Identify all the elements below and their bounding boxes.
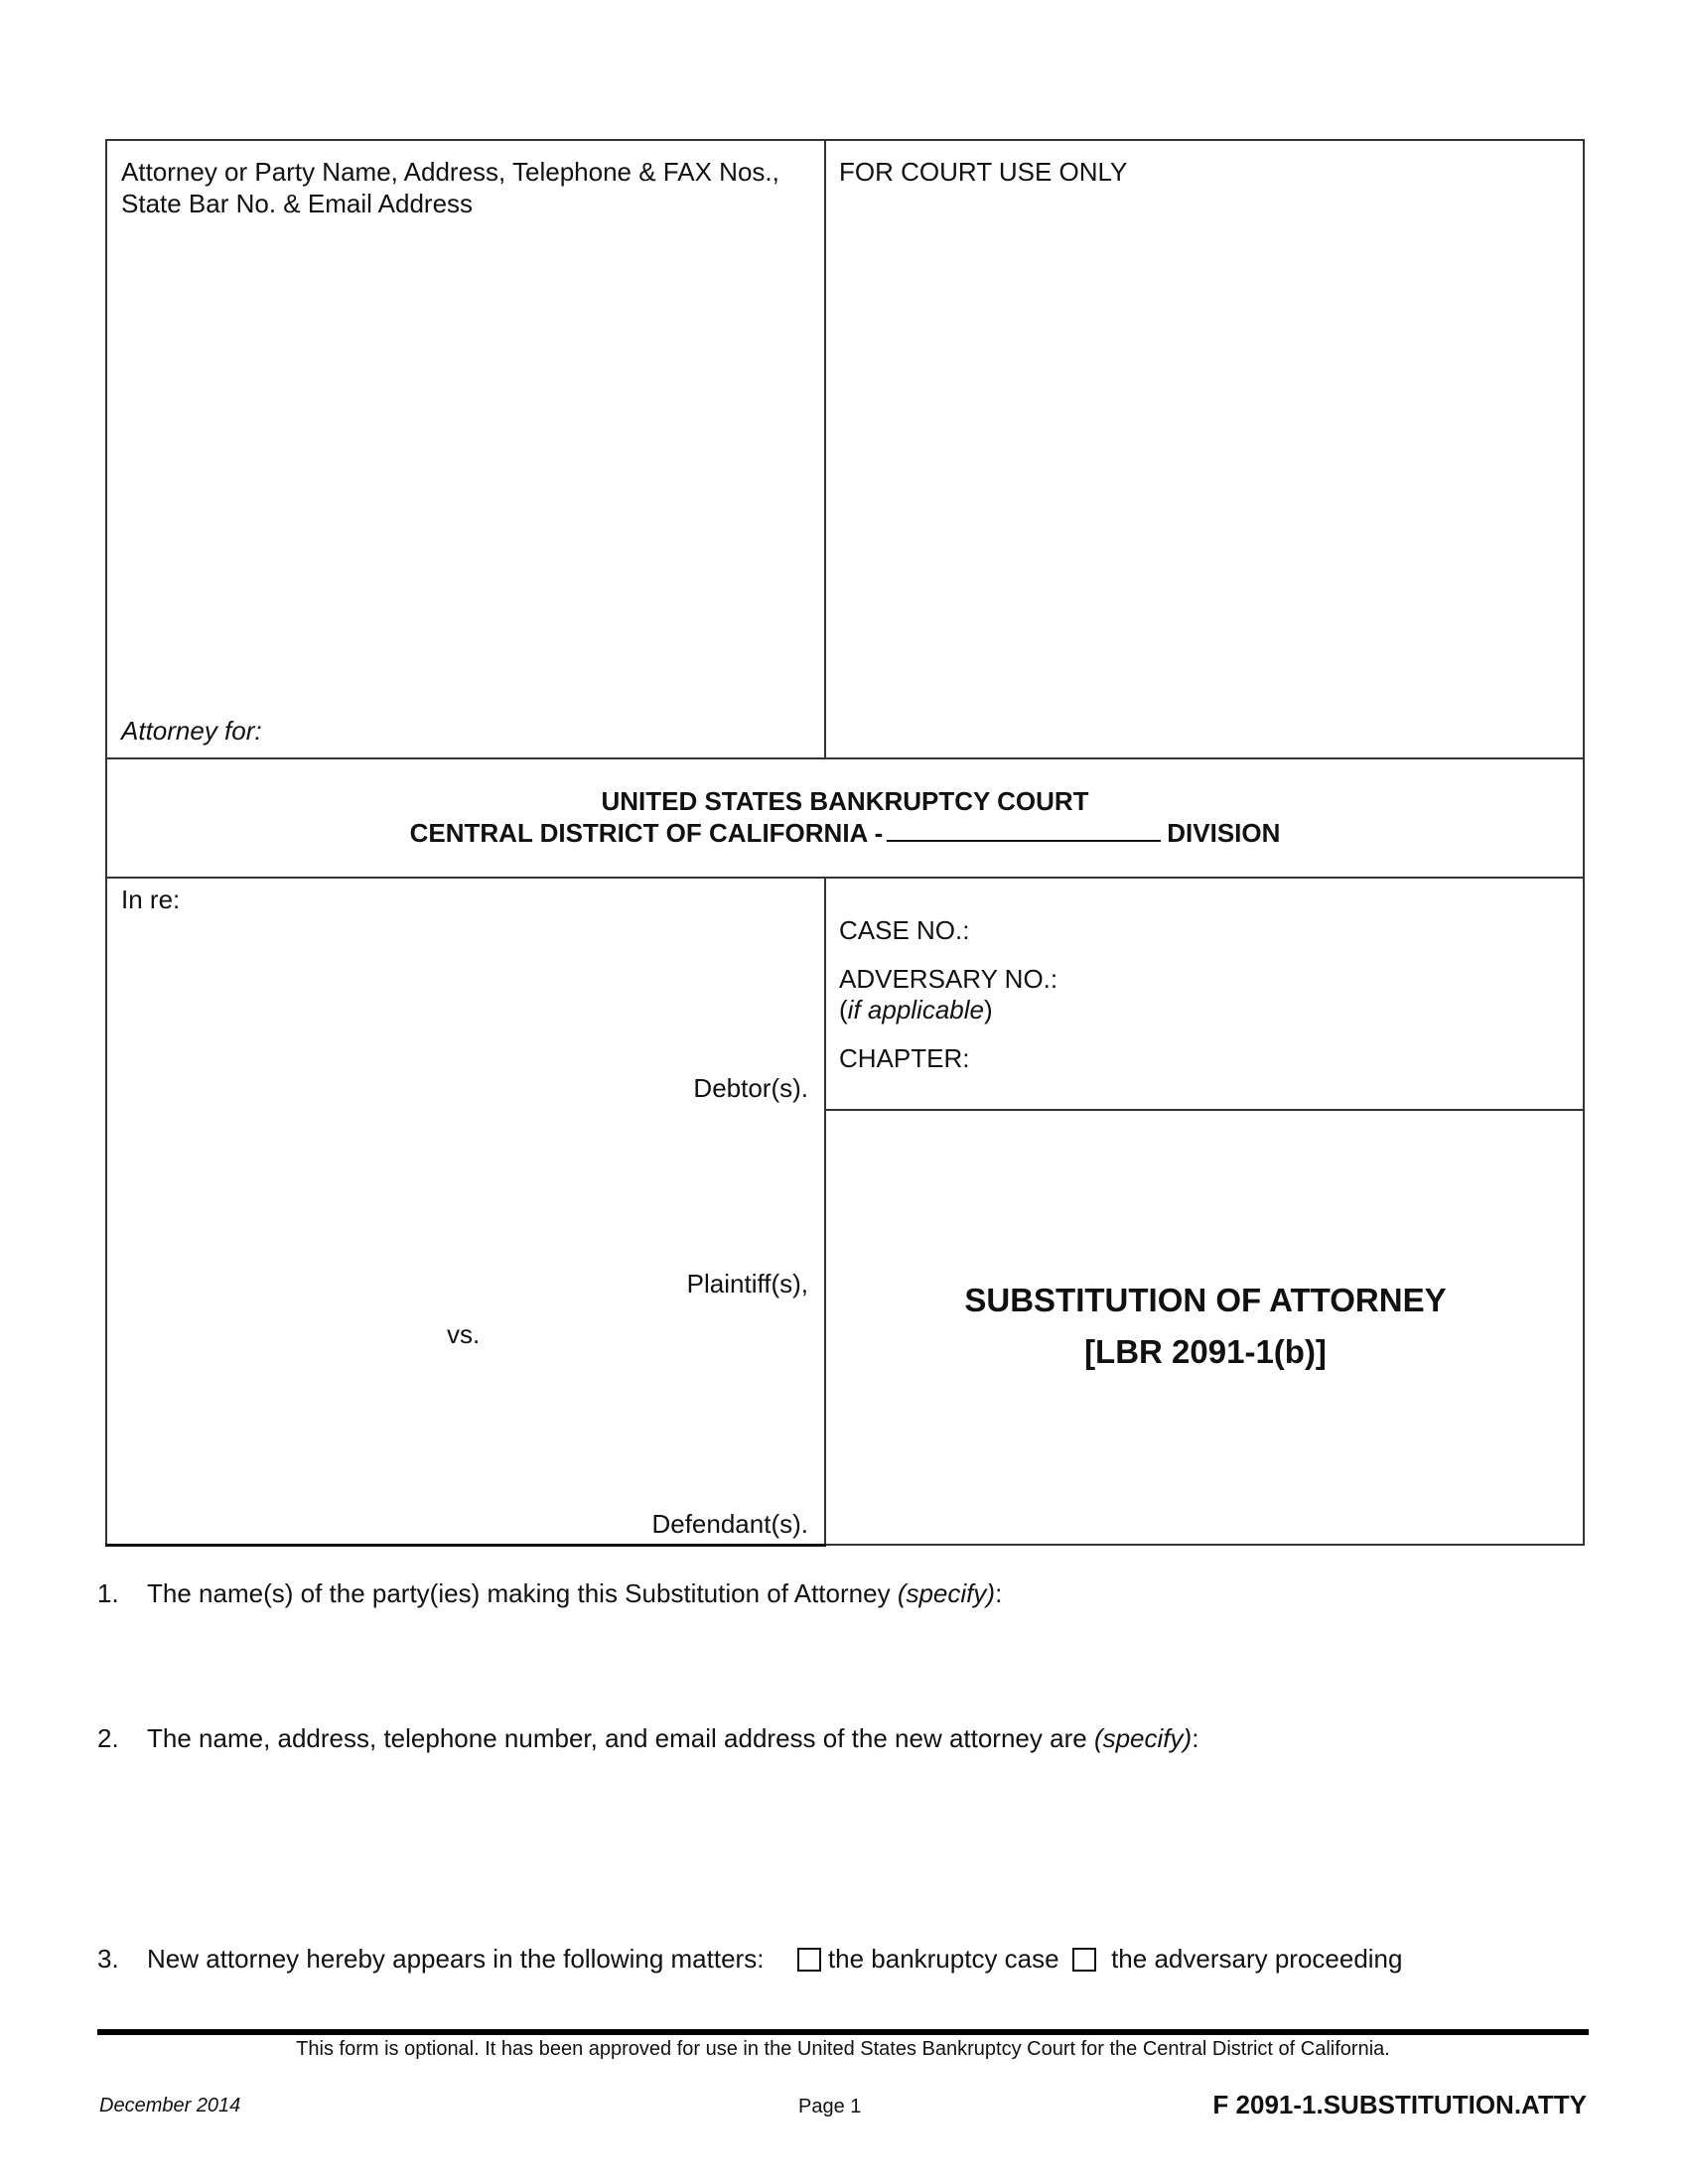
form-divider-court-top: [105, 757, 1585, 759]
chapter-label: CHAPTER:: [839, 1043, 970, 1073]
item-2-colon: :: [1192, 1723, 1199, 1753]
item-1-text: The name(s) of the party(ies) making this Substitution of Attorney: [147, 1578, 891, 1608]
court-name: UNITED STATES BANKRUPTCY COURT: [601, 786, 1089, 816]
item-1-number: 1.: [97, 1578, 119, 1608]
adversary-note: [839, 994, 993, 1025]
court-use-only-label: FOR COURT USE ONLY: [839, 157, 1128, 187]
form-divider-vertical-bottom: [824, 877, 826, 1546]
footer-page-number: Page 1: [798, 2096, 862, 2117]
adversary-no-label: ADVERSARY NO.:: [839, 964, 1058, 994]
court-district-prefix: CENTRAL DISTRICT OF CALIFORNIA -: [409, 818, 884, 848]
footer-date: December 2014: [99, 2095, 241, 2116]
adversary-note-open: (: [839, 995, 848, 1024]
item-2-number: 2.: [97, 1723, 119, 1753]
bankruptcy-case-checkbox[interactable]: [797, 1948, 821, 1972]
item-3: [97, 1943, 1402, 1975]
item-1-specify: (specify): [897, 1578, 996, 1608]
item-1: [97, 1577, 1002, 1609]
court-district-line: [105, 817, 1585, 849]
debtor-label: Debtor(s).: [693, 1073, 808, 1103]
in-re-label: In re:: [121, 885, 181, 914]
plaintiff-label: Plaintiff(s),: [686, 1269, 808, 1298]
adversary-note-text: if applicable: [847, 995, 984, 1024]
document-title: SUBSTITUTION OF ATTORNEY: [964, 1282, 1447, 1318]
item-1-colon: :: [995, 1578, 1003, 1608]
defendant-label: Defendant(s).: [651, 1509, 808, 1539]
item-3-number: 3.: [97, 1944, 119, 1974]
bankruptcy-case-label: the bankruptcy case: [827, 1944, 1059, 1974]
form-border-top: [105, 139, 1585, 141]
form-divider-court-bottom: [105, 877, 1585, 879]
court-district-suffix: DIVISION: [1167, 818, 1281, 848]
item-3-text: New attorney hereby appears in the following matters:: [147, 1944, 765, 1974]
footer-rule: [97, 2029, 1589, 2035]
case-no-label: CASE NO.:: [839, 915, 970, 945]
item-2-specify: (specify): [1093, 1723, 1193, 1753]
adversary-proceeding-label: the adversary proceeding: [1111, 1944, 1403, 1974]
item-2-text: The name, address, telephone number, and email address of the new attorney are: [147, 1723, 1087, 1753]
form-border-bottom-left: [105, 1544, 826, 1547]
item-2: [97, 1722, 1198, 1754]
division-blank[interactable]: [887, 818, 1161, 842]
attorney-for-label: Attorney for:: [121, 716, 262, 746]
attorney-info-label: [121, 156, 796, 219]
adversary-proceeding-checkbox[interactable]: [1072, 1948, 1096, 1972]
footer-notice: This form is optional. It has been approved for use in the United States Bankruptcy Court for the Central District of California.: [296, 2038, 1390, 2060]
form-border-bottom-right: [824, 1544, 1585, 1546]
form-divider-case-box: [824, 1109, 1585, 1111]
adversary-note-close: ): [983, 995, 993, 1024]
vs-label: vs.: [447, 1319, 481, 1349]
footer-form-id: F 2091-1.SUBSTITUTION.ATTY: [1212, 2090, 1587, 2119]
document-title-rule: [LBR 2091-1(b)]: [1084, 1333, 1327, 1370]
form-divider-vertical-top: [824, 139, 826, 758]
attorney-info-label-text: Attorney or Party Name, Address, Telephone & FAX Nos., State Bar No. & Email Address: [121, 157, 779, 218]
